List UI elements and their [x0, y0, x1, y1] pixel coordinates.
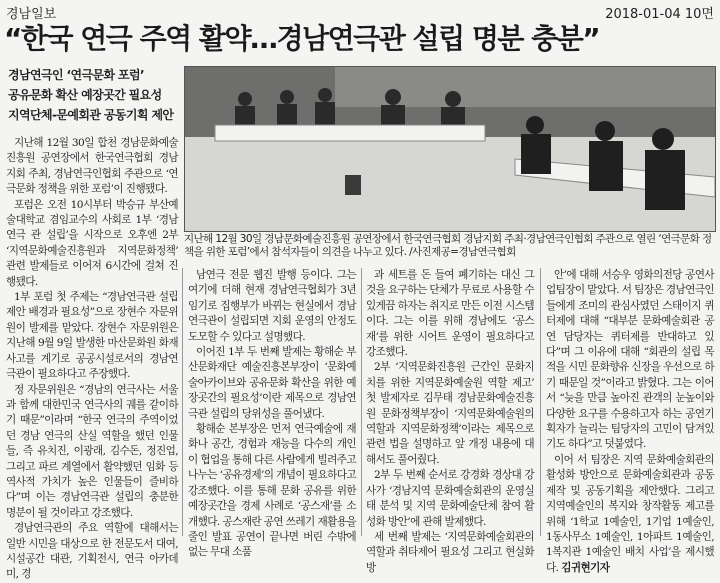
article-column-2 [188, 268, 356, 561]
paragraph: 세 번째 발제는 ‘지역문화예술회관의 역할과 취타제어 필요성 그리고 현실화 방 [366, 530, 534, 574]
column-divider [361, 268, 362, 536]
subhead-1: 경남연극인 ‘연극문화 포럼’ [8, 68, 144, 82]
photo-caption [184, 233, 716, 259]
paragraph: 2부 두 번째 순서로 강경화 경상대 강사가 ‘경남지역 문화예술회관의 운영실태 분석 및 지역 문화예술단체 참여 활성화 방안’에 관해 발제했다. [366, 469, 534, 528]
date-page: 2018-01-04 10면 [605, 7, 714, 22]
column-divider [182, 268, 183, 536]
paragraph-text: 이어 서 팀장은 지역 문화예술회관의 활성화 방안으로 문화예술회관과 공동제작 및 공동기획을 제안했다. 그리고 지역예술인의 복지와 창작활동 제고를 위해 ‘1학교 1예술인, 1기업 1예술인, 1동사무소 1예술인, 1아파트 1예술인, 1복지관 1예술인 배치 사업’을 제시했다. [546, 453, 714, 574]
publication-name: 경남일보 [6, 7, 57, 22]
forum-photo [184, 66, 716, 232]
article-column-1 [6, 136, 178, 583]
paragraph: 황해순 본부장은 먼저 연극예술에 재화나 공간, 경험과 재능을 다수의 개인이 협업을 통해 다른 사람에게 빌려주고 나누는 ‘공유경제’의 개념이 필요하다고 강조했다. 이를 통해 문화 공유를 위한 예장곳간을 경제 사례로 ‘공스재’를 소개했다. 공스재란 공연 쓰레기 재활용을 줄인 발표 공연이 끝나면 버린 수밖에 없는 무대 소품 [188, 423, 356, 559]
article-column-3 [366, 268, 534, 576]
photo-credit: /사진제공=경남연극협회 [409, 246, 516, 258]
paragraph: 정 자문위원은 “경남의 연극사는 서울과 함께 대한민국 연극사의 궤를 같이하기 때문”이라며 “한국 연극의 주역이었던 경남 연극의 산실 역할을 했던 인물들, 즉 유치진, 이광래, 김수돈, 정진업, 그리고 파르 계열에서 활약했던 임화 등 역사적 가치가 높은 인물들이 즐비하다”며 이는 경남연극관 설립의 충분한 명분이 될 것이라고 강조했다. [6, 383, 178, 519]
paragraph: 2부 ‘지역문화진흥원 근간인 문화지치를 위한 지역문화예술원 역할 제고’ 첫 발제자로 김무태 경남문화예술진흥원 문화정책부장이 ‘지역문화예술원의 역할과 지역문화정책’이라는 제목으로 관련 법을 설명하고 앞 개정 내용에 대해서도 풀어줬다. [366, 361, 534, 466]
subhead-3: 지역단체-문예회관 공동기획 제안 [8, 108, 174, 122]
caption-text: 지난해 12월 30일 경남문화예술진흥원 공연장에서 한국연극협회 경남지회 주최·경남연극인협회 주관으로 열린 ‘연극문화 정책을 위한 포럼’에서 참석자들이 의견을 나누고 있다. [184, 233, 712, 258]
paragraph: 1부 포럼 첫 주제는 “경남연극관 설립 제안 배경과 필요성”으로 장현수 자문위원이 발제를 맡았다. 장현수 자문위원은 지난해 9월 9일 발생한 마산문화원 화재 사고를 계기로 공공시설로서의 경남연극관이 필요하다고 주장했다. [6, 291, 178, 381]
subheads [8, 65, 178, 125]
byline: 김귀현기자 [561, 561, 610, 574]
paragraph: 안’에 대해 서승우 영화의전당 공연사업팀장이 맡았다. 서 팀장은 경남연극인들에게 조미의 관심사였던 스태이지 퀴터제에 대해 “대부분 문화예술회관 공연 담당자는 퀴터제를 반대하고 있다”며 그 이유에 대해 “회관의 설립 목적을 시민 문화향유 신장을 우선으로 하기 때문일 것”이라고 밝혔다. 그는 이어서 “늦을 만큼 높아진 관객의 눈높이와 다양한 요구를 수용하고자 하는 공연기획자가 늘리는 팀당자의 고민이 담겨있기도 하다”고 덧붙였다. [546, 269, 714, 451]
paragraph: 남연극 전문 웹진 발행 등이다. 그는 여기에 더해 현재 경남연극협회가 3년 임기로 집행부가 바뀌는 현실에서 경남연극관이 설립되면 지회 운영의 안정도 도모할 수 있다고 설명했다. [188, 269, 356, 343]
paragraph: 경남연극관의 주요 역할에 대해서는 일반 시민을 대상으로 한 전문도서 대여, 시설공간 대관, 기획전시, 연극 아카데미, 경 [6, 522, 178, 581]
subhead-2: 공유문화 확산 예장곳간 필요성 [8, 88, 162, 102]
paragraph: 지난해 12월 30일 합천 경남문화예술진흥원 공연장에서 한국연극협회 경남지회 주최, 경남연극인협회 주관으로 ‘연극문화 정책을 위한 포럼’이 진행됐다. [6, 137, 178, 196]
article-column-4 [546, 268, 714, 576]
paragraph: 과 세트를 돈 들여 폐기하는 대신 그것을 요구하는 단체가 무료로 사용할 수 있게끔 하자는 취지로 만든 이전 시스템이다. 그는 이를 위해 경남에도 ‘공스재’를 위한 시어트 운영이 필요하다고 강조했다. [366, 269, 534, 359]
column-divider [540, 268, 541, 536]
paragraph: 포럼은 오전 10시부터 박승규 부산예술대학교 겸임교수의 사회로 1부 ‘경남연극 관 설립’을 시작으로 오후엔 2부 ‘지역문화예술진흥원과 지역문화정책’ 관련 발제들로 이어져 6시간에 걸쳐 진행됐다. [6, 198, 178, 288]
headline: “한국 연극 주역 활약…경남연극관 설립 명분 충분” [4, 22, 600, 55]
paragraph [546, 453, 714, 576]
photo-illustration [185, 67, 715, 231]
paragraph: 이어진 1부 두 번째 발제는 황해순 부산문화재단 예술진흥본부장이 ‘문화예술아카이브와 공유문화 확산을 위한 예장곳간의 필요성’이란 제목으로 경남연극관 설립의 당위성을 풀어냈다. [188, 346, 356, 420]
